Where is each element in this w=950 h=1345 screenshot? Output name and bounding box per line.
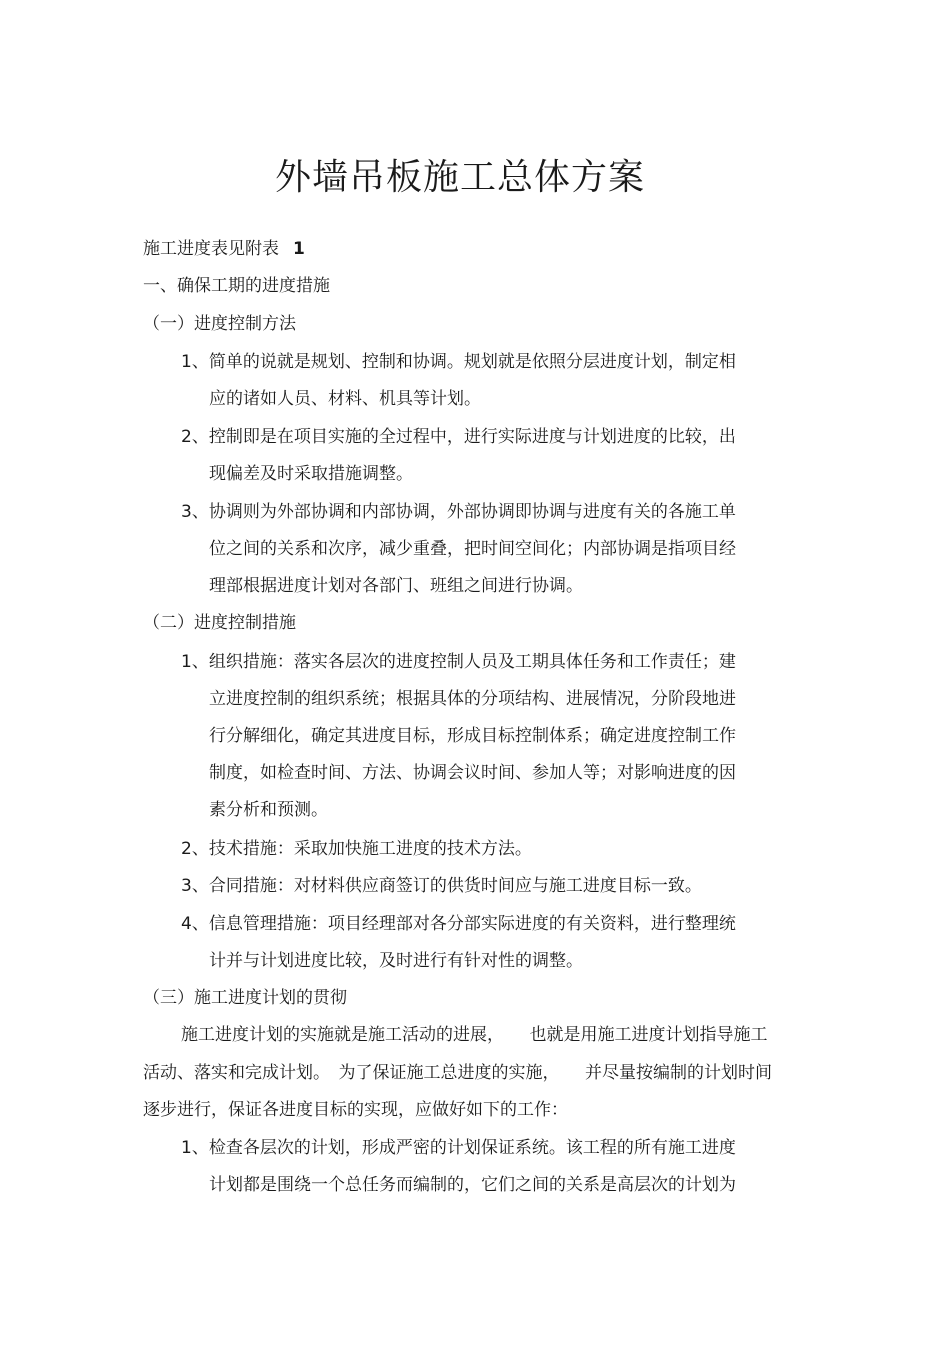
document-title: 外墙吊板施工总体方案 bbox=[274, 157, 645, 198]
paragraph-line: 活动、落实和完成计划。 为了保证施工总进度的实施， 并尽量按编制的计划时间 bbox=[143, 1063, 772, 1083]
list-item-line: 行分解细化，确定其进度目标，形成目标控制体系；确定进度控制工作 bbox=[209, 726, 736, 746]
list-item-line: 4、信息管理措施：项目经理部对各分部实际进度的有关资料，进行整理统 bbox=[181, 914, 736, 934]
section-heading-1: 一、确保工期的进度措施 bbox=[143, 276, 330, 296]
list-item-line: 1、检查各层次的计划，形成严密的计划保证系统。该工程的所有施工进度 bbox=[181, 1138, 736, 1158]
list-item-line: 素分析和预测。 bbox=[209, 800, 328, 820]
intro-text: 施工进度表见附表 bbox=[143, 239, 279, 259]
paragraph-line: 施工进度计划的实施就是施工活动的进展， 也就是用施工进度计划指导施工 bbox=[181, 1025, 768, 1045]
list-item-line: 位之间的关系和次序，减少重叠，把时间空间化；内部协调是指项目经 bbox=[209, 539, 736, 559]
list-item-line: 制度，如检查时间、方法、协调会议时间、参加人等；对影响进度的因 bbox=[209, 763, 736, 783]
list-item-line: 理部根据进度计划对各部门、班组之间进行协调。 bbox=[209, 576, 583, 596]
list-item-line: 2、技术措施：采取加快施工进度的技术方法。 bbox=[181, 839, 532, 859]
list-item-line: 1、简单的说就是规划、控制和协调。规划就是依照分层进度计划，制定相 bbox=[181, 352, 736, 372]
intro-line bbox=[143, 236, 305, 262]
paragraph-line: 逐步进行，保证各进度目标的实现，应做好如下的工作： bbox=[143, 1100, 568, 1120]
list-item-line: 应的诸如人员、材料、机具等计划。 bbox=[209, 389, 481, 409]
list-item-line: 3、协调则为外部协调和内部协调，外部协调即协调与进度有关的各施工单 bbox=[181, 502, 736, 522]
intro-number: 1 bbox=[293, 239, 305, 259]
list-item-line: 1、组织措施：落实各层次的进度控制人员及工期具体任务和工作责任；建 bbox=[181, 652, 736, 672]
list-item-line: 立进度控制的组织系统；根据具体的分项结构、进展情况，分阶段地进 bbox=[209, 689, 736, 709]
list-item-line: 计划都是围绕一个总任务而编制的，它们之间的关系是高层次的计划为 bbox=[209, 1175, 736, 1195]
subsection-heading-2: （二）进度控制措施 bbox=[143, 613, 296, 633]
subsection-heading-3: （三）施工进度计划的贯彻 bbox=[143, 988, 347, 1008]
list-item-line: 计并与计划进度比较，及时进行有针对性的调整。 bbox=[209, 951, 583, 971]
list-item-line: 现偏差及时采取措施调整。 bbox=[209, 464, 413, 484]
list-item-line: 3、合同措施：对材料供应商签订的供货时间应与施工进度目标一致。 bbox=[181, 876, 702, 896]
list-item-line: 2、控制即是在项目实施的全过程中，进行实际进度与计划进度的比较，出 bbox=[181, 427, 736, 447]
subsection-heading-1: （一）进度控制方法 bbox=[143, 314, 296, 334]
